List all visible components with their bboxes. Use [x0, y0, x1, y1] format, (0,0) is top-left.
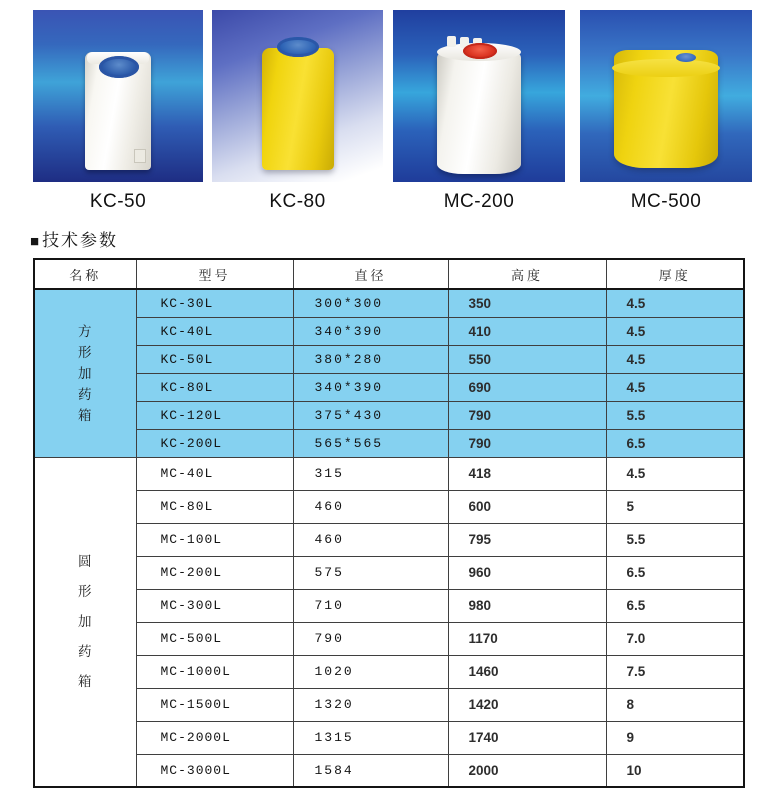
diameter-cell: 710 [293, 589, 448, 622]
group-name-char: 加 [78, 365, 93, 381]
model-cell: MC-1000L [136, 655, 293, 688]
height-cell: 410 [448, 317, 606, 345]
product-card-mc500 [580, 10, 752, 213]
height-cell: 418 [448, 457, 606, 490]
model-cell: KC-120L [136, 401, 293, 429]
table-row [34, 289, 744, 317]
height-cell: 350 [448, 289, 606, 317]
tank-cap [99, 56, 139, 78]
tank-cap [676, 53, 696, 62]
group-name-char: 加 [78, 613, 93, 629]
diameter-cell: 340*390 [293, 317, 448, 345]
table-row [34, 589, 744, 622]
group-name-char: 方 [78, 323, 93, 339]
diameter-cell: 375*430 [293, 401, 448, 429]
product-photo-kc50 [33, 10, 203, 182]
height-cell: 600 [448, 490, 606, 523]
product-label: MC-500 [630, 191, 702, 212]
product-photo-mc500 [580, 10, 752, 182]
table-row [34, 373, 744, 401]
thickness-cell: 6.5 [606, 429, 744, 457]
thickness-cell: 9 [606, 721, 744, 754]
model-cell: KC-200L [136, 429, 293, 457]
group-name-char: 药 [78, 643, 93, 659]
diameter-cell: 340*390 [293, 373, 448, 401]
column-header-name: 名称 [34, 259, 136, 289]
diameter-cell: 565*565 [293, 429, 448, 457]
product-card-kc50 [33, 10, 203, 213]
model-cell: KC-40L [136, 317, 293, 345]
height-cell: 2000 [448, 754, 606, 787]
group-name-char: 形 [78, 583, 93, 599]
tank-top-tabs [447, 36, 456, 47]
group-name-cell-square [34, 289, 136, 457]
thickness-cell: 7.5 [606, 655, 744, 688]
section-marker-icon: ■ [30, 233, 42, 250]
height-cell: 795 [448, 523, 606, 556]
column-header-model: 型号 [136, 259, 293, 289]
height-cell: 550 [448, 345, 606, 373]
thickness-cell: 7.0 [606, 622, 744, 655]
diameter-cell: 1320 [293, 688, 448, 721]
table-row [34, 490, 744, 523]
table-row [34, 655, 744, 688]
thickness-cell: 5.5 [606, 401, 744, 429]
diameter-cell: 460 [293, 523, 448, 556]
model-cell: MC-300L [136, 589, 293, 622]
group-name-cell-round [34, 457, 136, 787]
height-cell: 1740 [448, 721, 606, 754]
diameter-cell: 1584 [293, 754, 448, 787]
product-label: KC-50 [89, 191, 147, 212]
table-row [34, 688, 744, 721]
table-row [34, 317, 744, 345]
table-row [34, 721, 744, 754]
table-row [34, 345, 744, 373]
square-tank-body [85, 52, 151, 170]
diameter-cell: 315 [293, 457, 448, 490]
model-cell: KC-30L [136, 289, 293, 317]
model-cell: MC-40L [136, 457, 293, 490]
thickness-cell: 10 [606, 754, 744, 787]
model-cell: MC-80L [136, 490, 293, 523]
section-title-text: 技术参数 [42, 231, 119, 250]
model-cell: MC-1500L [136, 688, 293, 721]
model-cell: MC-2000L [136, 721, 293, 754]
spec-table [33, 258, 745, 788]
diameter-cell: 300*300 [293, 289, 448, 317]
diameter-cell: 1020 [293, 655, 448, 688]
table-row [34, 754, 744, 787]
model-cell: KC-50L [136, 345, 293, 373]
diameter-cell: 575 [293, 556, 448, 589]
table-row [34, 457, 744, 490]
height-cell: 690 [448, 373, 606, 401]
product-gallery [0, 10, 775, 213]
height-cell: 1420 [448, 688, 606, 721]
height-cell: 790 [448, 401, 606, 429]
product-card-kc80 [212, 10, 383, 213]
thickness-cell: 4.5 [606, 373, 744, 401]
diameter-cell: 1315 [293, 721, 448, 754]
thickness-cell: 4.5 [606, 317, 744, 345]
table-row [34, 622, 744, 655]
group-name-char: 箱 [78, 673, 93, 689]
table-row [34, 523, 744, 556]
section-title [30, 226, 775, 251]
model-cell: MC-200L [136, 556, 293, 589]
product-card-mc200 [393, 10, 565, 213]
thickness-cell: 6.5 [606, 556, 744, 589]
round-tank-body [614, 50, 718, 168]
model-cell: KC-80L [136, 373, 293, 401]
product-photo-mc200 [393, 10, 565, 182]
product-label: KC-80 [269, 191, 326, 212]
square-tank-body [262, 48, 334, 170]
group-name-char: 圆 [78, 553, 93, 569]
column-header-thickness: 厚度 [606, 259, 744, 289]
height-cell: 1460 [448, 655, 606, 688]
model-cell: MC-500L [136, 622, 293, 655]
group-name-char: 药 [78, 386, 93, 402]
model-cell: MC-100L [136, 523, 293, 556]
model-cell: MC-3000L [136, 754, 293, 787]
table-row [34, 556, 744, 589]
thickness-cell: 4.5 [606, 289, 744, 317]
diameter-cell: 790 [293, 622, 448, 655]
height-cell: 790 [448, 429, 606, 457]
thickness-cell: 5.5 [606, 523, 744, 556]
thickness-cell: 8 [606, 688, 744, 721]
thickness-cell: 4.5 [606, 457, 744, 490]
column-header-height: 高度 [448, 259, 606, 289]
column-header-diameter: 直径 [293, 259, 448, 289]
height-cell: 1170 [448, 622, 606, 655]
tank-cap [463, 43, 497, 59]
group-name-char: 箱 [78, 407, 93, 423]
thickness-cell: 4.5 [606, 345, 744, 373]
height-cell: 960 [448, 556, 606, 589]
thickness-cell: 6.5 [606, 589, 744, 622]
product-label: MC-200 [443, 191, 515, 212]
tank-cap [277, 37, 319, 57]
product-photo-kc80 [212, 10, 383, 182]
round-tank-body [437, 44, 521, 174]
group-name-char: 形 [78, 344, 93, 360]
table-row [34, 401, 744, 429]
diameter-cell: 380*280 [293, 345, 448, 373]
height-cell: 980 [448, 589, 606, 622]
header-row [34, 259, 744, 289]
diameter-cell: 460 [293, 490, 448, 523]
thickness-cell: 5 [606, 490, 744, 523]
table-row [34, 429, 744, 457]
